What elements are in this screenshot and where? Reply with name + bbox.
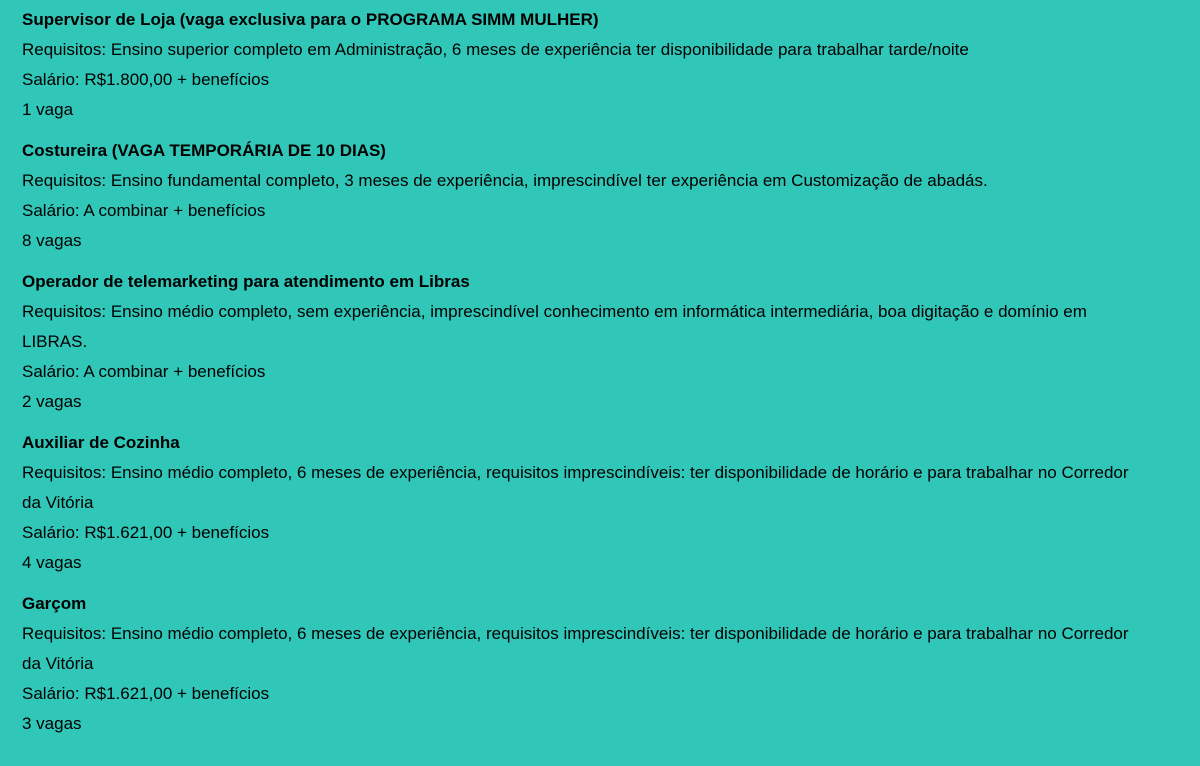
- job-title: Operador de telemarketing para atendimento em Libras: [22, 272, 470, 291]
- job-openings: 2 vagas: [22, 392, 82, 411]
- job-salary: Salário: R$1.800,00 + benefícios: [22, 70, 270, 89]
- job-listing: [22, 433, 1132, 578]
- job-listing: [22, 272, 1132, 417]
- job-listing: [22, 594, 1132, 739]
- job-requirements: Requisitos: Ensino fundamental completo, 3 meses de experiência, imprescindível ter experiência em Customização de abadás.: [22, 171, 988, 190]
- job-salary: Salário: R$1.621,00 + benefícios: [22, 684, 270, 703]
- job-salary: Salário: R$1.621,00 + benefícios: [22, 523, 270, 542]
- job-requirements: Requisitos: Ensino médio completo, 6 meses de experiência, requisitos imprescindíveis: ter disponibilidade de horário e para trabalhar no Corredor da Vitória: [22, 624, 1129, 673]
- job-title: Garçom: [22, 594, 87, 613]
- job-title: Auxiliar de Cozinha: [22, 433, 180, 452]
- job-requirements: Requisitos: Ensino médio completo, sem experiência, imprescindível conhecimento em informática intermediária, boa digitação e domínio em LIBRAS.: [22, 302, 1087, 351]
- job-requirements: Requisitos: Ensino superior completo em Administração, 6 meses de experiência ter disponibilidade para trabalhar tarde/noite: [22, 40, 969, 59]
- job-salary: Salário: A combinar + benefícios: [22, 201, 266, 220]
- job-listing: [22, 141, 1132, 256]
- job-salary: Salário: A combinar + benefícios: [22, 362, 266, 381]
- job-requirements: Requisitos: Ensino médio completo, 6 meses de experiência, requisitos imprescindíveis: ter disponibilidade de horário e para trabalhar no Corredor da Vitória: [22, 463, 1129, 512]
- job-title: Supervisor de Loja (vaga exclusiva para o PROGRAMA SIMM MULHER): [22, 10, 599, 29]
- job-title: Costureira (VAGA TEMPORÁRIA DE 10 DIAS): [22, 141, 386, 160]
- job-openings: 8 vagas: [22, 231, 82, 250]
- job-openings: 3 vagas: [22, 714, 82, 733]
- job-openings: 4 vagas: [22, 553, 82, 572]
- job-openings: 1 vaga: [22, 100, 74, 119]
- job-listing: [22, 10, 1132, 125]
